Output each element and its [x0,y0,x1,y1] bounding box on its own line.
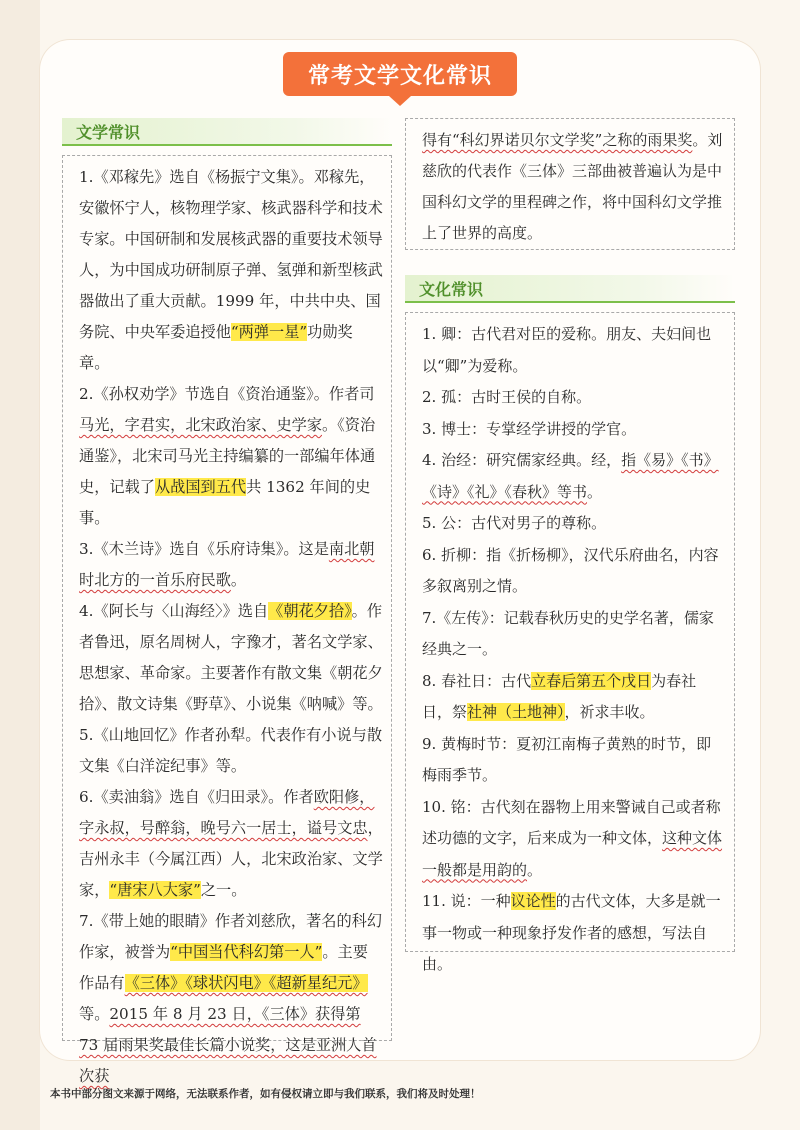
underlined-text: 马光，字君实，北宋政治家、史学家 [79,416,322,434]
text-segment: 功勋奖章。 [79,323,353,372]
literature-heading-text: 文学常识 [76,122,141,142]
highlighted-text: “中国当代科幻第一人” [170,943,323,961]
culture-item [422,540,726,603]
highlighted-text: 立春后第五个戊日 [531,671,652,690]
page-title-banner [283,52,517,96]
literature-item [79,596,383,720]
text-segment: 4.《阿长与〈山海经〉》选自 [79,602,269,620]
underlined-text: 得有“科幻界诺贝尔文学奖”之称的雨果奖 [422,131,693,149]
literature-item [79,534,383,596]
text-segment: 共 1362 年间的史事。 [79,478,371,527]
culture-item [422,666,726,729]
text-segment: 2. 孤：古时王侯的自称。 [422,388,592,406]
underlined-text: 南北朝时北方的一首乐府民歌 [79,540,375,589]
culture-item [422,886,726,981]
text-segment: 。 [230,571,247,589]
highlighted-text: 社神（土地神） [467,703,565,721]
culture-item [422,603,726,666]
underlined-text: 指《易》《书》《诗》《礼》《春秋》等书 [422,451,719,501]
highlighted-text: “两弹一星” [230,323,308,341]
highlighted-text: “唐宋八大家” [109,881,201,899]
text-segment: 。 [527,860,543,879]
culture-item [422,319,726,382]
footer-disclaimer: 本书中部分图文来源于网络，无法联系作者，如有侵权请立即与我们联系，我们将及时处理！ [50,1088,481,1100]
text-segment: 等。 [79,1005,110,1023]
text-segment: 7.《左传》：记载春秋历史的史学名著，儒家经典之一。 [422,608,714,658]
literature-continuation-box [405,118,735,250]
underlined-text: 欧阳修，字永叔，号醉翁，晚号六一居士，谥号文忠 [79,788,375,837]
text-segment: 9. 黄梅时节：夏初江南梅子黄熟的时节，即梅雨季节。 [422,734,712,784]
literature-item [79,782,383,906]
text-segment: 的古代文体，大多是就一事一物或一种现象抒发作者的感想，写法自由。 [422,892,721,973]
literature-item-continuation [422,125,726,249]
text-segment: ，吉州永丰（今属江西）人，北宋政治家、文学家， [79,819,383,899]
text-segment: 。《资治通鉴》，北宋司马光主持编纂的一部编年体通史，记载了 [79,416,376,496]
text-segment: 5.《山地回忆》作者孙犁。代表作有小说与散文集《白洋淀纪事》等。 [79,726,383,775]
culture-item [422,729,726,792]
underlined-text: 这种文体一般都是用韵的 [422,829,723,879]
text-segment: 。刘慈欣的代表作《三体》三部曲被普遍认为是中国科幻文学的里程碑之作，将中国科幻文学推上了世界的高度。 [422,131,723,242]
page-edge [0,0,40,1130]
text-segment: 3.《木兰诗》选自《乐府诗集》。这是 [79,540,329,558]
text-segment: 7.《带上她的眼睛》作者刘慈欣，著名的科幻作家，被誉为 [79,912,383,961]
literature-item [79,906,383,1092]
text-segment: 为春社日，祭 [422,671,697,721]
literature-item [79,720,383,782]
highlighted-text: 从战国到五代 [154,478,247,496]
text-segment: 。主要作品有 [79,943,368,992]
text-segment: 6.《卖油翁》选自《归田录》。作者 [79,788,314,806]
highlighted-text: 《三体》《球状闪电》《超新星纪元》 [124,974,368,992]
text-segment: 3. 博士：专掌经学讲授的学官。 [422,419,637,438]
text-segment: 1. 卿：古代君对臣的爱称。朋友、夫妇间也以“卿”为爱称。 [422,325,712,375]
culture-item [422,445,726,508]
culture-item [422,508,726,540]
text-segment: 之一。 [200,881,247,899]
text-segment: 。作者鲁迅，原名周树人，字豫才，著名文学家、思想家、革命家。主要著作有散文集《朝花夕拾》、散文诗集《野草》、小说集《呐喊》等。 [79,602,383,713]
literature-box [62,155,392,1085]
page-title: 常考文学文化常识 [307,63,492,89]
text-segment: 6. 折柳：指《折杨柳》，汉代乐府曲名，内容多叙离别之情。 [422,545,719,595]
text-segment: 4. 治经：研究儒家经典。经， [422,451,622,469]
text-segment: 11. 说：一种 [422,892,511,910]
literature-item [79,379,383,534]
text-segment: 10. 铭：古代刻在器物上用来警诫自己或者称述功德的文字，后来成为一种文体， [422,797,721,847]
culture-heading-text: 文化常识 [419,279,484,299]
text-segment: 1.《邓稼先》选自《杨振宁文集》。邓稼先，安徽怀宁人，核物理学家、核武器科学和技术专家。中国研制和发展核武器的重要技术领导人，为中国成功研制原子弹、氢弹和新型核武器做出了重大贡献。1999 年，中共中央、国务院、中央军委追授他 [79,168,383,341]
culture-box [405,312,735,973]
culture-section-heading [405,275,735,303]
literature-item [79,162,383,379]
literature-section-heading [62,118,392,146]
text-segment: 2.《孙权劝学》节选自《资治通鉴》。作者司 [79,385,375,403]
text-segment: 8. 春社日：古代 [422,671,532,690]
text-segment: ，祈求丰收。 [564,703,655,721]
text-segment: 5. 公：古代对男子的尊称。 [422,514,607,532]
highlighted-text: 议论性 [510,892,556,910]
highlighted-text: 《朝花夕拾》 [268,602,352,620]
culture-item [422,792,726,887]
text-segment: 。 [587,482,603,501]
culture-item [422,414,726,446]
underlined-text: 2015 年 8 月 23 日，《三体》获得第 73 届雨果奖最佳长篇小说奖，这是亚洲人首次获 [79,1005,377,1085]
culture-item [422,382,726,414]
